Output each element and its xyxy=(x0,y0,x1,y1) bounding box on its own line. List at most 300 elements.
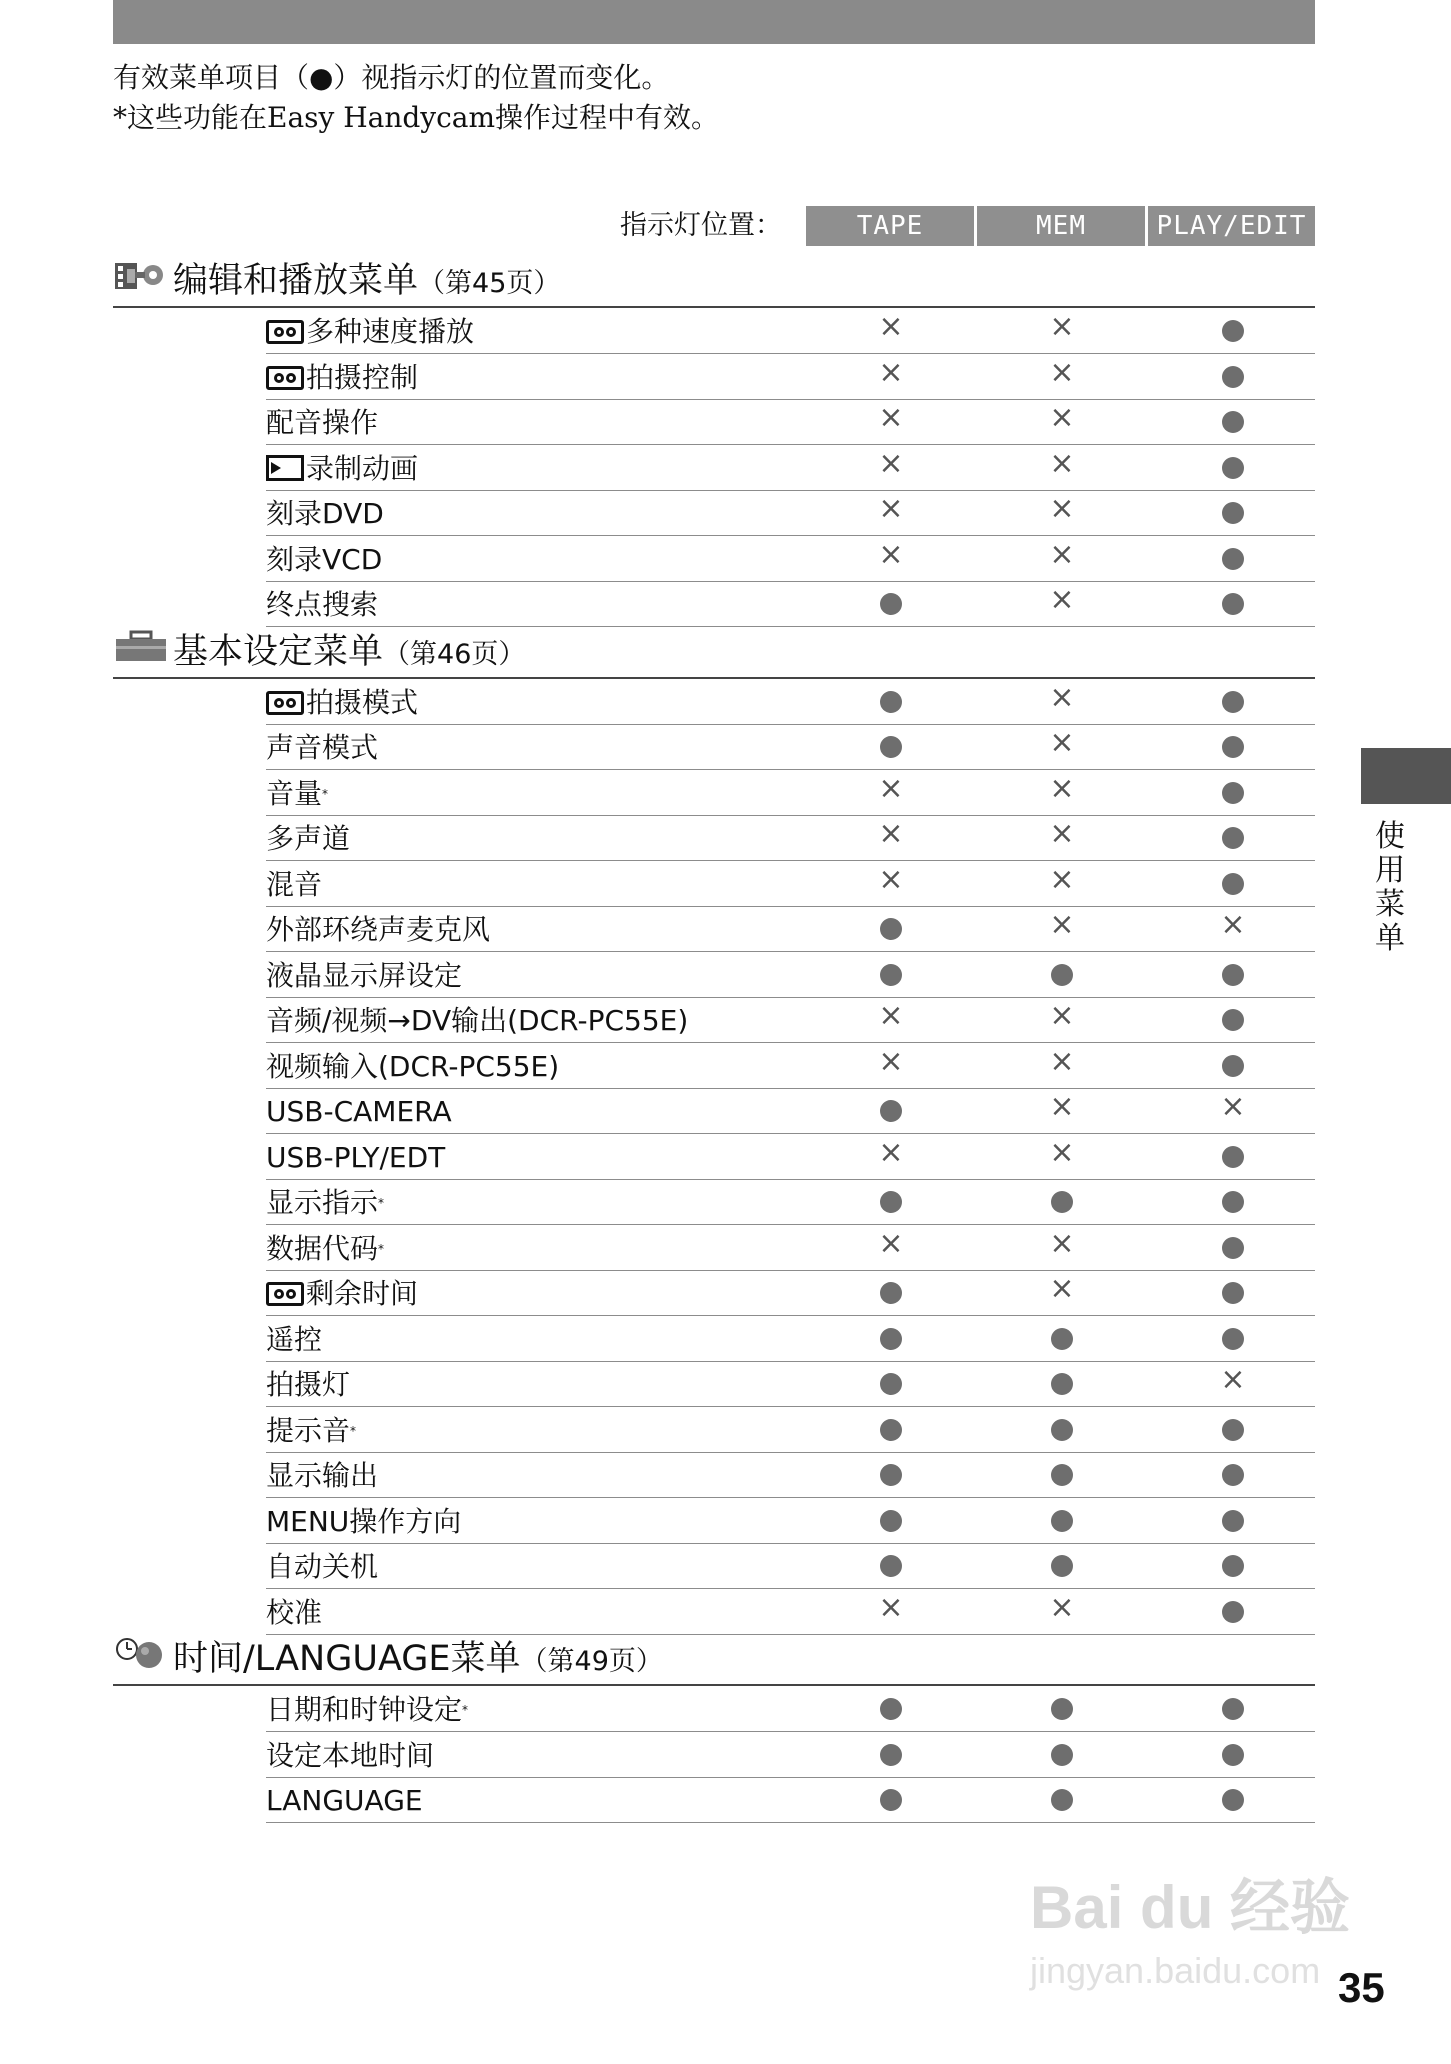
cell-mem xyxy=(977,952,1147,997)
cell-mem xyxy=(977,445,1147,490)
cell-mem xyxy=(977,1407,1147,1452)
unavailable-cross: × xyxy=(878,816,904,851)
row-label-text: 拍摄控制 xyxy=(306,360,419,394)
row-label-text: 多种速度播放 xyxy=(306,315,475,348)
table-row xyxy=(266,906,1315,952)
cell-mem xyxy=(977,1452,1147,1497)
available-dot xyxy=(880,1789,902,1811)
row-label xyxy=(266,821,350,857)
easy-handycam-asterisk: * xyxy=(378,1196,385,1210)
row-label xyxy=(266,314,474,350)
cell-tape xyxy=(806,952,976,997)
table-row xyxy=(266,1452,1315,1498)
available-dot xyxy=(1051,1789,1073,1811)
row-label xyxy=(266,1049,559,1085)
unavailable-cross: × xyxy=(1049,400,1075,435)
cell-tape xyxy=(806,445,976,490)
cell-mem xyxy=(977,997,1147,1042)
table-row xyxy=(266,399,1315,445)
section-page-ref: （第49页） xyxy=(520,1646,663,1677)
row-label-text: 音频/视频→DV输出(DCR-PC55E) xyxy=(266,1004,689,1037)
available-dot xyxy=(880,1191,902,1213)
cell-mem xyxy=(977,1543,1147,1588)
available-dot xyxy=(1222,1055,1244,1077)
baidu-watermark: Bai du 经验 xyxy=(1030,1874,1351,1941)
cell-mem xyxy=(977,770,1147,815)
row-label-text: 显示输出 xyxy=(266,1459,379,1492)
table-row xyxy=(266,1316,1315,1362)
available-dot xyxy=(1222,1698,1244,1720)
cell-play-edit xyxy=(1148,1686,1318,1731)
top-header-bar xyxy=(113,0,1315,44)
row-label xyxy=(266,587,378,623)
table-row xyxy=(266,1589,1315,1635)
available-dot xyxy=(1222,873,1244,895)
table-row xyxy=(266,1225,1315,1271)
available-dot xyxy=(1051,1328,1073,1350)
tape-cassette-icon xyxy=(266,1282,304,1306)
cell-play-edit xyxy=(1148,1134,1318,1179)
row-label-text: 显示指示 xyxy=(266,1186,379,1219)
indicator-position-label: 指示灯位置： xyxy=(620,210,782,241)
unavailable-cross: × xyxy=(878,536,904,572)
cell-tape xyxy=(806,490,976,535)
table-row xyxy=(266,1134,1315,1180)
cell-play-edit xyxy=(1148,308,1318,353)
row-label-text: 自动关机 xyxy=(266,1550,379,1583)
cell-tape xyxy=(806,815,976,860)
cell-mem xyxy=(977,1732,1147,1777)
table-row xyxy=(266,1043,1315,1089)
table-row xyxy=(266,679,1315,725)
row-label xyxy=(266,776,328,812)
row-label-text: 刻录VCD xyxy=(266,542,383,576)
available-dot xyxy=(1222,736,1244,758)
easy-handycam-asterisk: * xyxy=(378,1241,385,1256)
unavailable-cross: × xyxy=(1220,1362,1246,1397)
cell-tape xyxy=(806,861,976,906)
row-label xyxy=(266,730,378,766)
cell-tape xyxy=(806,1732,976,1777)
cell-tape xyxy=(806,770,976,815)
row-label-text: USB-PLY/EDT xyxy=(266,1140,446,1174)
unavailable-cross: × xyxy=(878,1134,904,1170)
unavailable-cross: × xyxy=(1049,1134,1075,1170)
available-dot xyxy=(880,736,902,758)
unavailable-cross: × xyxy=(1049,491,1075,526)
page-number: 35 xyxy=(1338,1964,1385,2011)
available-dot xyxy=(1051,1464,1073,1486)
cell-mem xyxy=(977,861,1147,906)
available-dot xyxy=(1222,827,1244,849)
table-row xyxy=(266,1407,1315,1453)
available-dot xyxy=(880,1510,902,1532)
available-dot xyxy=(1222,593,1244,615)
available-dot xyxy=(1222,1789,1244,1811)
available-dot xyxy=(880,1698,902,1720)
cell-tape xyxy=(806,679,976,724)
table-row xyxy=(266,770,1315,816)
cell-mem xyxy=(977,1361,1147,1406)
row-label-text: MENU操作方向 xyxy=(266,1504,462,1538)
available-dot xyxy=(880,593,902,615)
cell-play-edit xyxy=(1148,1452,1318,1497)
row-label-text: 日期和时钟设定 xyxy=(266,1693,463,1726)
cell-play-edit xyxy=(1148,536,1318,581)
cell-tape xyxy=(806,906,976,951)
cell-mem xyxy=(977,1225,1147,1270)
unavailable-cross: × xyxy=(1049,907,1075,942)
available-dot xyxy=(1222,1601,1244,1623)
cell-tape xyxy=(806,1543,976,1588)
available-dot xyxy=(880,1373,902,1395)
available-dot xyxy=(1222,320,1244,342)
available-dot xyxy=(1222,782,1244,804)
cell-tape xyxy=(806,1777,976,1822)
table-row xyxy=(266,724,1315,770)
unavailable-cross: × xyxy=(1049,536,1075,572)
unavailable-cross: × xyxy=(1049,1225,1075,1261)
cell-mem xyxy=(977,354,1147,399)
edit-play-menu-icon xyxy=(113,257,169,307)
table-row xyxy=(266,490,1315,536)
unavailable-cross: × xyxy=(878,861,904,897)
baidu-watermark-url: jingyan.baidu.com xyxy=(1030,1950,1321,1991)
cell-tape xyxy=(806,997,976,1042)
easy-handycam-asterisk: * xyxy=(322,786,329,801)
unavailable-cross: × xyxy=(1049,582,1075,617)
unavailable-cross: × xyxy=(1049,861,1075,897)
row-label xyxy=(266,1692,468,1728)
intro-text xyxy=(113,58,719,138)
cell-play-edit xyxy=(1148,906,1318,951)
cell-mem xyxy=(977,536,1147,581)
tape-cassette-icon xyxy=(266,691,304,715)
cell-tape xyxy=(806,1407,976,1452)
unavailable-cross: × xyxy=(878,354,904,390)
cell-play-edit xyxy=(1148,1225,1318,1270)
available-dot xyxy=(1222,1282,1244,1304)
available-dot xyxy=(880,1419,902,1441)
available-dot xyxy=(1222,1237,1244,1259)
available-dot xyxy=(1051,1373,1073,1395)
cell-mem xyxy=(977,1134,1147,1179)
row-label-text: USB-CAMERA xyxy=(266,1095,452,1128)
cell-tape xyxy=(806,1589,976,1634)
cell-mem xyxy=(977,724,1147,769)
available-dot xyxy=(1051,1510,1073,1532)
row-label-text: 混音 xyxy=(266,867,323,901)
unavailable-cross: × xyxy=(878,998,904,1033)
cell-mem xyxy=(977,308,1147,353)
cell-mem xyxy=(977,1777,1147,1822)
available-dot xyxy=(1222,548,1244,570)
section-title-text: 时间/LANGUAGE菜单 xyxy=(173,1639,521,1679)
record-movie-icon xyxy=(266,455,304,481)
row-label xyxy=(266,542,382,578)
unavailable-cross: × xyxy=(1220,907,1246,942)
row-label xyxy=(266,1094,452,1130)
available-dot xyxy=(880,1282,902,1304)
available-dot xyxy=(1222,457,1244,479)
section-page-ref: （第45页） xyxy=(418,268,561,299)
cell-play-edit xyxy=(1148,1498,1318,1543)
section-title-1 xyxy=(113,627,525,677)
cell-tape xyxy=(806,1270,976,1315)
unavailable-cross: × xyxy=(1049,770,1075,806)
available-dot xyxy=(880,1744,902,1766)
row-label xyxy=(266,685,418,721)
cell-mem xyxy=(977,399,1147,444)
cell-tape xyxy=(806,1225,976,1270)
available-dot xyxy=(1222,1009,1244,1031)
table-row xyxy=(266,1777,1315,1823)
table-row xyxy=(266,952,1315,998)
cell-tape xyxy=(806,1452,976,1497)
available-dot xyxy=(1222,1555,1244,1577)
toolbox-icon xyxy=(113,628,169,678)
unavailable-cross: × xyxy=(1220,1089,1246,1124)
row-label-text: 拍摄灯 xyxy=(266,1368,351,1401)
cell-play-edit xyxy=(1148,770,1318,815)
available-dot xyxy=(880,1328,902,1350)
cell-play-edit xyxy=(1148,354,1318,399)
row-label xyxy=(266,1738,434,1774)
intro-line-1: 有效菜单项目（●）视指示灯的位置而变化。 xyxy=(113,61,670,94)
cell-play-edit xyxy=(1148,399,1318,444)
unavailable-cross: × xyxy=(1049,725,1075,760)
cell-tape xyxy=(806,354,976,399)
cell-play-edit xyxy=(1148,1179,1318,1224)
row-label xyxy=(266,405,378,441)
section-title-text: 基本设定菜单 xyxy=(173,631,384,672)
row-label-text: LANGUAGE xyxy=(266,1784,423,1817)
table-row xyxy=(266,1686,1315,1732)
available-dot xyxy=(880,691,902,713)
table-row xyxy=(266,536,1315,582)
cell-play-edit xyxy=(1148,815,1318,860)
table-row xyxy=(266,1732,1315,1778)
column-header-tape: TAPE xyxy=(806,206,974,246)
cell-tape xyxy=(806,1498,976,1543)
side-tab-marker xyxy=(1361,748,1451,804)
row-label xyxy=(266,1276,418,1312)
cell-play-edit xyxy=(1148,1316,1318,1361)
cell-mem xyxy=(977,1686,1147,1731)
table-row xyxy=(266,997,1315,1043)
cell-play-edit xyxy=(1148,724,1318,769)
cell-play-edit xyxy=(1148,997,1318,1042)
cell-mem xyxy=(977,1316,1147,1361)
row-label-text: 录制动画 xyxy=(306,451,419,485)
intro-line-2: *这些功能在Easy Handycam操作过程中有效。 xyxy=(113,101,720,134)
unavailable-cross: × xyxy=(878,1043,904,1079)
unavailable-cross: × xyxy=(878,770,904,806)
cell-mem xyxy=(977,1589,1147,1634)
row-label-text: 提示音 xyxy=(266,1413,351,1447)
available-dot xyxy=(1222,691,1244,713)
row-label-text: 遥控 xyxy=(266,1322,323,1356)
unavailable-cross: × xyxy=(1049,679,1075,715)
row-label-text: 外部环绕声麦克风 xyxy=(266,913,491,946)
row-label xyxy=(266,1322,322,1358)
row-label-text: 剩余时间 xyxy=(306,1277,419,1310)
row-label-text: 配音操作 xyxy=(266,406,379,439)
clock-globe-icon xyxy=(113,1635,169,1685)
cell-tape xyxy=(806,1179,976,1224)
table-row xyxy=(266,1543,1315,1589)
available-dot xyxy=(1051,1555,1073,1577)
row-label xyxy=(266,1231,384,1267)
cell-mem xyxy=(977,815,1147,860)
row-label xyxy=(266,1783,423,1819)
section-title-2 xyxy=(113,1634,663,1684)
table-row xyxy=(266,861,1315,907)
row-label xyxy=(266,1003,688,1039)
cell-mem xyxy=(977,581,1147,626)
row-label xyxy=(266,958,462,994)
row-label-text: 液晶显示屏设定 xyxy=(266,958,463,992)
table-row xyxy=(266,1179,1315,1225)
cell-mem xyxy=(977,490,1147,535)
cell-tape xyxy=(806,1316,976,1361)
available-dot xyxy=(1222,366,1244,388)
available-dot xyxy=(1222,502,1244,524)
row-label xyxy=(266,1458,378,1494)
cell-tape xyxy=(806,1088,976,1133)
table-row xyxy=(266,1498,1315,1544)
table-row xyxy=(266,445,1315,491)
unavailable-cross: × xyxy=(878,400,904,435)
available-dot xyxy=(1222,1191,1244,1213)
row-label-text: 多声道 xyxy=(266,822,351,855)
unavailable-cross: × xyxy=(878,1589,904,1625)
row-label-text: 刻录DVD xyxy=(266,497,384,530)
row-label xyxy=(266,867,322,903)
unavailable-cross: × xyxy=(1049,998,1075,1033)
cell-play-edit xyxy=(1148,1543,1318,1588)
cell-tape xyxy=(806,1134,976,1179)
easy-handycam-asterisk: * xyxy=(350,1423,357,1438)
cell-play-edit xyxy=(1148,1407,1318,1452)
row-label xyxy=(266,451,418,487)
available-dot xyxy=(1222,1464,1244,1486)
cell-play-edit xyxy=(1148,1589,1318,1634)
row-label xyxy=(266,1549,378,1585)
section-title-text: 编辑和播放菜单 xyxy=(173,261,419,301)
side-tab-label: 使用菜单 xyxy=(1375,819,1405,956)
cell-tape xyxy=(806,724,976,769)
available-dot xyxy=(1051,964,1073,986)
tape-cassette-icon xyxy=(266,366,304,390)
table-row xyxy=(266,815,1315,861)
cell-play-edit xyxy=(1148,1088,1318,1133)
row-label xyxy=(266,496,384,532)
cell-play-edit xyxy=(1148,1732,1318,1777)
available-dot xyxy=(1051,1419,1073,1441)
cell-mem xyxy=(977,1498,1147,1543)
row-label-text: 终点搜索 xyxy=(266,588,379,621)
unavailable-cross: × xyxy=(1049,1043,1075,1079)
row-label xyxy=(266,360,418,396)
row-label xyxy=(266,1504,461,1540)
cell-play-edit xyxy=(1148,490,1318,535)
cell-mem xyxy=(977,1088,1147,1133)
table-row xyxy=(266,1270,1315,1316)
tape-cassette-icon xyxy=(266,320,304,344)
available-dot xyxy=(880,1100,902,1122)
unavailable-cross: × xyxy=(1049,1271,1075,1306)
cell-play-edit xyxy=(1148,952,1318,997)
row-label-text: 数据代码 xyxy=(266,1231,379,1265)
cell-tape xyxy=(806,1361,976,1406)
cell-mem xyxy=(977,906,1147,951)
unavailable-cross: × xyxy=(878,445,904,481)
unavailable-cross: × xyxy=(878,491,904,526)
cell-mem xyxy=(977,1043,1147,1088)
unavailable-cross: × xyxy=(1049,309,1075,344)
available-dot xyxy=(880,964,902,986)
unavailable-cross: × xyxy=(878,1225,904,1261)
cell-play-edit xyxy=(1148,679,1318,724)
table-row xyxy=(266,308,1315,354)
unavailable-cross: × xyxy=(1049,1589,1075,1625)
cell-tape xyxy=(806,1043,976,1088)
row-label-text: 校准 xyxy=(266,1595,323,1629)
row-label-text: 视频输入(DCR-PC55E) xyxy=(266,1049,560,1083)
available-dot xyxy=(880,1555,902,1577)
available-dot xyxy=(1222,964,1244,986)
unavailable-cross: × xyxy=(1049,354,1075,390)
column-header-play-edit: PLAY/EDIT xyxy=(1148,206,1315,246)
easy-handycam-asterisk: * xyxy=(462,1703,469,1717)
row-label xyxy=(266,1185,384,1221)
cell-mem xyxy=(977,1270,1147,1315)
row-label xyxy=(266,1140,445,1176)
available-dot xyxy=(1051,1698,1073,1720)
row-label xyxy=(266,1367,350,1403)
row-label-text: 设定本地时间 xyxy=(266,1738,435,1772)
available-dot xyxy=(880,918,902,940)
cell-play-edit xyxy=(1148,1270,1318,1315)
cell-tape xyxy=(806,399,976,444)
unavailable-cross: × xyxy=(1049,445,1075,481)
table-row xyxy=(266,1361,1315,1407)
row-label-text: 拍摄模式 xyxy=(306,685,419,719)
available-dot xyxy=(1051,1744,1073,1766)
available-dot xyxy=(880,1464,902,1486)
table-row xyxy=(266,354,1315,400)
cell-mem xyxy=(977,679,1147,724)
row-label xyxy=(266,1413,356,1449)
cell-play-edit xyxy=(1148,1043,1318,1088)
available-dot xyxy=(1222,1146,1244,1168)
cell-play-edit xyxy=(1148,1361,1318,1406)
available-dot xyxy=(1222,1419,1244,1441)
cell-play-edit xyxy=(1148,581,1318,626)
section-title-0 xyxy=(113,256,560,306)
cell-play-edit xyxy=(1148,1777,1318,1822)
cell-tape xyxy=(806,581,976,626)
row-label-text: 音量 xyxy=(266,776,323,810)
table-row xyxy=(266,1088,1315,1134)
available-dot xyxy=(1222,1328,1244,1350)
cell-tape xyxy=(806,536,976,581)
row-label xyxy=(266,1595,322,1631)
row-label-text: 声音模式 xyxy=(266,731,379,764)
cell-tape xyxy=(806,308,976,353)
row-label xyxy=(266,912,490,948)
